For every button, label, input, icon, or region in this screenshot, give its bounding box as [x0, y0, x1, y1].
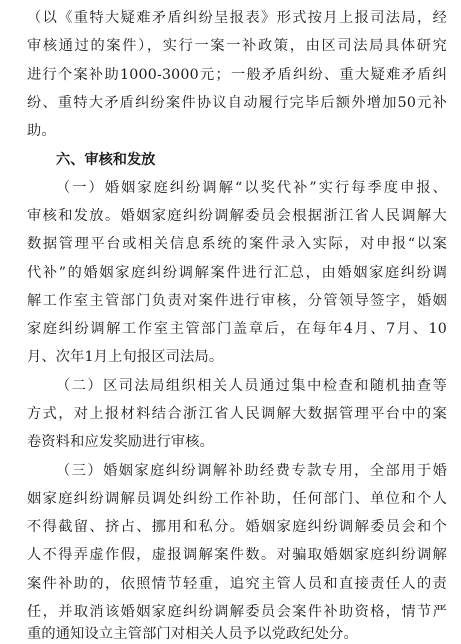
text-line: 重的通知设立主管部门对相关人员予以党政纪处分。 — [27, 626, 358, 642]
text-line: 审核通过的案件），实行一案一补政策，由区司法局具体研究 — [27, 38, 447, 54]
text-line: 方式，对上报材料结合浙江省人民调解大数据管理平台中的案 — [27, 406, 447, 422]
text-line: 任，并取消该婚姻家庭纠纷调解委员会案件补助资格，情节严 — [27, 604, 447, 620]
text-line: 姻家庭纠纷调解员调处纠纷工作补助，任何部门、单位和个人 — [27, 491, 447, 507]
text-line: 数据管理平台或相关信息系统的案件录入实际，对申报“以案 — [27, 236, 447, 252]
text-line: 审核和发放。婚姻家庭纠纷调解委员会根据浙江省人民调解大 — [27, 208, 447, 224]
text-line: 月、次年1月上旬报区司法局。 — [27, 349, 224, 365]
text-line: 纷、重特大矛盾纠纷案件协议自动履行完毕后额外增加50元补 — [27, 95, 447, 111]
text-line: 助。 — [27, 123, 56, 139]
text-line: 进行个案补助1000-3000元；一般矛盾纠纷、重大疑难矛盾纠 — [27, 67, 447, 83]
text-line: 人不得弄虚作假，虚报调解案件数。对骗取婚姻家庭纠纷调解 — [27, 547, 447, 563]
paragraph-first-line: （一）婚姻家庭纠纷调解“以奖代补”实行每季度申报、 — [56, 180, 447, 196]
paragraph-first-line: （三）婚姻家庭纠纷调解补助经费专款专用，全部用于婚 — [56, 463, 447, 479]
text-line: 家庭纠纷调解工作室主管部门盖章后，在每年4月、7月、10 — [27, 321, 447, 337]
text-line: 卷资料和应发奖励进行审核。 — [27, 434, 215, 450]
paragraph-first-line: （二）区司法局组织相关人员通过集中检查和随机抽查等 — [56, 378, 447, 394]
text-line: 代补”的婚姻家庭纠纷调解案件进行汇总，由婚姻家庭纠纷调 — [27, 265, 447, 281]
text-line: 案件补助的，依照情节轻重，追究主管人员和直接责任人的责 — [27, 576, 447, 592]
text-line: （以《重特大疑难矛盾纠纷呈报表》形式按月上报司法局，经 — [27, 10, 447, 26]
text-line: 不得截留、挤占、挪用和私分。婚姻家庭纠纷调解委员会和个 — [27, 519, 447, 535]
section-heading: 六、审核和发放 — [56, 152, 156, 168]
text-line: 解工作室主管部门负责对案件进行审核，分管领导签字，婚姻 — [27, 293, 447, 309]
